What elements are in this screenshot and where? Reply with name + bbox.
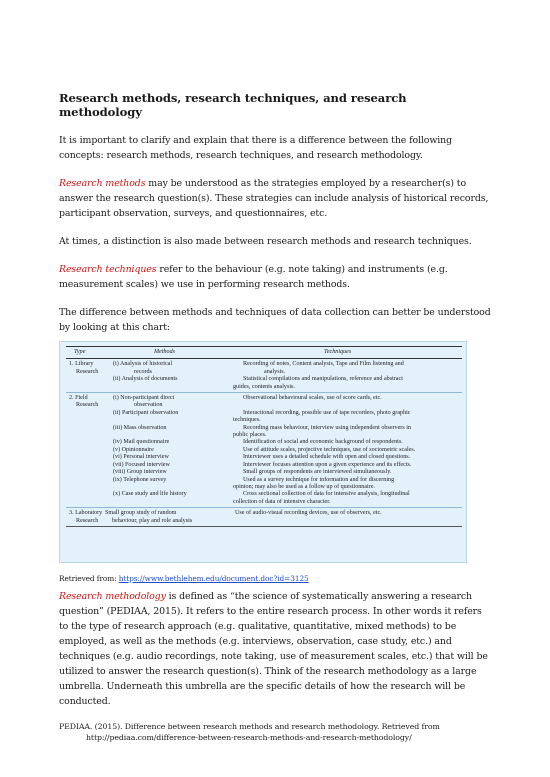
header-type: Type: [74, 349, 86, 355]
cell-type: [66, 454, 103, 461]
cell-technique: [264, 402, 462, 409]
table-row: [66, 510, 462, 517]
cell-method: (vii) Focused interview: [113, 461, 170, 468]
cell-method: [103, 499, 233, 506]
document-page: [59, 91, 491, 743]
table-row: [66, 491, 462, 498]
cell-technique: Recording of notes, Content analysis, Tape and Film listening and: [243, 361, 404, 368]
reference-line2: http://pediaa.com/difference-between-research-methods-and-research-methodology/: [86, 732, 412, 742]
cell-type: [66, 491, 103, 498]
table-row: [66, 384, 462, 391]
distinction-paragraph: At times, a distinction is also made between research methods and research techniques.: [59, 236, 472, 247]
cell-type: [66, 484, 103, 491]
table-row: [66, 425, 462, 432]
page-title: Research methods, research techniques, and research methodology: [59, 91, 407, 119]
cell-method: (ii) Analysis of documents: [113, 376, 178, 383]
cell-type: Research: [76, 517, 99, 524]
cell-method: (ii) Participant observation: [113, 409, 179, 416]
table-row: [66, 417, 462, 424]
cell-technique: Interactional recording, possible use of tape recorders, photo graphic: [243, 409, 411, 416]
cell-technique: Small groups of respondents are interviewed simultaneously.: [243, 469, 392, 476]
retrieved-label: Retrieved from:: [59, 574, 119, 583]
cell-type: [66, 432, 103, 439]
methodology-text: is defined as “the science of systematically answering a research question” (PEDIAA, 2015). It refers to the entire research process. In other words it refers to the type of research approach (e.g. qualitative, quantitative, mixed methods) to be employed, as well as the methods (e.g. interviews, observation, case study, etc.) and techniques (e.g. audio recordings, note taking, use of measurement scales, etc.) that will be utilized to answer the research question(s). Think of the research methodology as a large umbrella. Underneath this umbrella are the specific details of how the research will be conducted.: [59, 591, 488, 707]
cell-method: [103, 384, 233, 391]
cell-type: [66, 477, 103, 484]
cell-technique: techniques.: [233, 417, 261, 424]
cell-technique: collection of data of intensive character.: [233, 498, 331, 505]
cell-type: Research: [76, 402, 99, 409]
cell-method: (i) Non-participant direct: [113, 395, 175, 402]
cell-method: behaviour, play and role analysis: [112, 517, 193, 524]
cell-technique: opinion; may also be used as a follow up of questionnaire.: [233, 483, 375, 490]
table-header: [66, 346, 462, 359]
cell-method: observation: [134, 402, 163, 409]
table-group: [66, 508, 462, 525]
table-row: [66, 454, 462, 461]
cell-technique: [242, 518, 462, 525]
cell-type: [66, 447, 103, 454]
cell-method: (vi) Personal interview: [113, 454, 169, 461]
table-row: [66, 439, 462, 446]
cell-technique: analysis.: [264, 368, 286, 375]
techniques-text: refer to the behaviour (e.g. note taking) and instruments (e.g. measurement scales) we use in performing research methods.: [59, 264, 448, 290]
cell-type: 1. Library: [69, 361, 94, 368]
cell-method: Small group study of random: [105, 510, 177, 517]
cell-technique: Use of audio-visual recording devices, use of observers, etc.: [235, 510, 382, 517]
cell-method: (viii) Group interview: [113, 469, 167, 476]
retrieved-from: [59, 574, 491, 584]
cell-method: records: [134, 368, 152, 375]
header-techniques: Techniques: [324, 349, 352, 355]
chart-intro-paragraph: The difference between methods and techniques of data collection can better be understood by looking at this chart:: [59, 307, 491, 333]
cell-technique: Recording mass behaviour, interview using independent observers in: [243, 424, 411, 431]
table-row: [66, 410, 462, 417]
cell-method: (i) Analysis of historical: [113, 361, 173, 368]
methodology-term: Research methodology: [59, 591, 166, 602]
table-bottom-rule: [66, 526, 462, 527]
cell-type: [66, 384, 103, 391]
methods-techniques-table-image: [59, 341, 467, 563]
table-group: [66, 393, 462, 506]
table-row: [66, 477, 462, 484]
header-methods: Methods: [154, 349, 175, 355]
methods-paragraph: [59, 176, 491, 221]
cell-technique: Used as a survey technique for information and for discerning: [243, 476, 395, 483]
methodology-paragraph: [59, 589, 491, 709]
cell-technique: guides, contents analysis.: [233, 383, 295, 390]
cell-technique: Observational behavioural scales, use of score cards, etc.: [243, 395, 382, 402]
table-row: [66, 395, 462, 402]
cell-method: (iv) Mail questionnaire: [113, 439, 170, 446]
cell-technique: Interviewer uses a detailed schedule with open and closed questions.: [243, 454, 411, 461]
methods-term: Research methods: [59, 178, 146, 189]
cell-type: [66, 499, 103, 506]
cell-type: [66, 376, 103, 383]
methods-text: may be understood as the strategies employed by a researcher(s) to answer the research question(s). These strategies can include analysis of historical records, participant observation, surveys, and questionnaires, etc.: [59, 178, 489, 219]
table-row: [66, 518, 462, 525]
cell-type: [66, 410, 103, 417]
cell-method: (v) Opinionnaire: [113, 446, 154, 453]
table-row: [66, 402, 462, 409]
cell-type: [66, 439, 103, 446]
cell-method: (x) Case study and life history: [113, 491, 187, 498]
cell-type: 2. Field: [69, 395, 88, 402]
cell-type: 3. Laboratory: [69, 510, 103, 517]
table-row: [66, 499, 462, 506]
table-row: [66, 462, 462, 469]
reference: [59, 722, 491, 743]
cell-type: Research: [76, 368, 99, 375]
cell-technique: Use of attitude scales, projective techniques, use of sociometric scales.: [243, 446, 416, 453]
cell-technique: Statistical compilations and manipulations, reference and abstract: [243, 376, 403, 383]
reference-line1: PEDIAA. (2015). Difference between research methods and research methodology. Retrieved from: [59, 722, 440, 731]
table-row: [66, 376, 462, 383]
cell-technique: Cross sectional collection of data for intensive analysis, longitudinal: [243, 491, 410, 498]
cell-type: [66, 425, 103, 432]
cell-method: (iii) Mass observation: [113, 424, 167, 431]
methods-techniques-table: [66, 346, 462, 527]
cell-method: [103, 417, 233, 424]
cell-type: [66, 469, 103, 476]
retrieved-link[interactable]: https://www.bethlehem.edu/document.doc?id=3125: [118, 574, 309, 583]
techniques-paragraph: [59, 262, 491, 292]
cell-technique: Identification of social and economic background of respondents.: [243, 439, 403, 446]
cell-technique: Interviewer focuses attention upon a given experience and its effects.: [243, 461, 412, 468]
intro-paragraph: It is important to clarify and explain that there is a difference between the following concepts: research methods, research techniques, and research methodology.: [59, 135, 453, 161]
table-row: [66, 361, 462, 368]
table-group: [66, 359, 462, 391]
cell-method: (ix) Telephone survey: [113, 476, 167, 483]
cell-technique: public places.: [233, 432, 267, 439]
table-row: [66, 469, 462, 476]
techniques-term: Research techniques: [59, 264, 157, 275]
cell-type: [66, 462, 103, 469]
cell-type: [66, 417, 103, 424]
table-body: [66, 359, 462, 525]
